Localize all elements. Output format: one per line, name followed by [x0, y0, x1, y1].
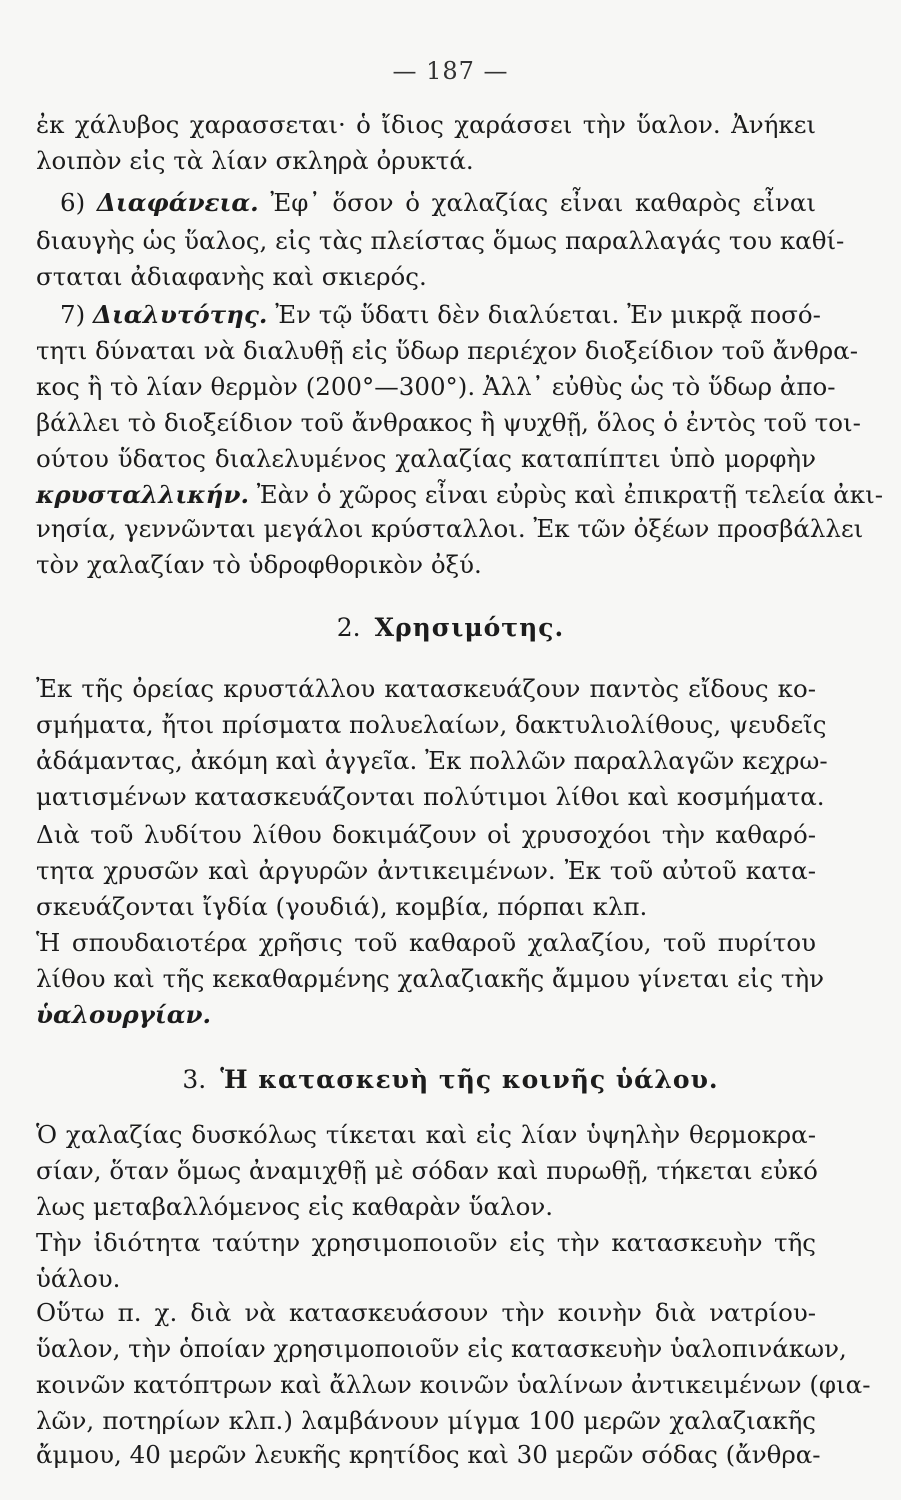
- text-line: ἀδάμαντας, ἀκόμη καὶ ἀγγεῖα. Ἐκ πολλῶν παραλλαγῶν κεχρω-: [36, 746, 828, 775]
- section-heading-glass-making: [0, 1064, 901, 1096]
- text-line: λοιπὸν εἰς τὰ λίαν σκληρὰ ὀρυκτά.: [36, 146, 474, 175]
- property-term: κρυσταλλικήν.: [36, 480, 249, 509]
- text-line: Ὁ χαλαζίας δυσκόλως τίκεται καὶ εἰς λίαν ὑψηλὴν θερμοκρα-: [36, 1120, 816, 1149]
- text-line: ὕαλον, τὴν ὁποίαν χρησιμοποιοῦν εἰς κατασκευὴν ὑαλοπινάκων,: [36, 1334, 847, 1363]
- text-line: Οὕτω π. χ. διὰ νὰ κατασκευάσουν τὴν κοινὴν διὰ νατρίου-: [36, 1298, 816, 1327]
- text-line: κοινῶν κατόπτρων καὶ ἄλλων κοινῶν ὑαλίνων ἀντικειμένων (φια-: [36, 1370, 871, 1399]
- section-title: Ἡ κατασκευὴ τῆς κοινῆς ὑάλου.: [220, 1065, 719, 1094]
- text-line-property-solubility: [36, 300, 821, 330]
- line-text: Ἐν τῷ ὕδατι δὲν διαλύεται. Ἐν μικρᾷ ποσό-: [267, 300, 821, 329]
- text-line: κος ἢ τὸ λίαν θερμὸν (200°—300°). Ἀλλ᾽ εὐθὺς ὡς τὸ ὕδωρ ἀπο-: [36, 372, 836, 401]
- text-line: βάλλει τὸ διοξείδιον τοῦ ἄνθρακος ἢ ψυχθῇ, ὅλος ὁ ἐντὸς τοῦ τοι-: [36, 408, 861, 437]
- text-line: Ἡ σπουδαιοτέρα χρῆσις τοῦ καθαροῦ χαλαζίου, τοῦ πυρίτου: [36, 928, 816, 957]
- text-line: λίθου καὶ τῆς κεκαθαρμένης χαλαζιακῆς ἄμμου γίνεται εἰς τὴν: [36, 964, 825, 993]
- section-title: Χρησιμότης.: [374, 613, 565, 642]
- text-line: ἄμμου, 40 μερῶν λευκῆς κρητίδος καὶ 30 μερῶν σόδας (ἄνθρα-: [36, 1440, 821, 1469]
- property-term: Διαλυτότης.: [92, 300, 268, 329]
- text-line: σίαν, ὅταν ὅμως ἀναμιχθῇ μὲ σόδαν καὶ πυρωθῇ, τήκεται εὐκό: [36, 1156, 818, 1185]
- text-line: ἐκ χάλυβος χαρασσεται· ὁ ἴδιος χαράσσει τὴν ὕαλον. Ἀνήκει: [36, 110, 816, 139]
- text-line: ματισμένων κατασκευάζονται πολύτιμοι λίθοι καὶ κοσμήματα.: [36, 782, 825, 811]
- section-number: 3.: [182, 1065, 207, 1094]
- text-line: τητι δύναται νὰ διαλυθῇ εἰς ὕδωρ περιέχον διοξείδιον τοῦ ἄνθρα-: [36, 336, 859, 365]
- text-line: σταται ἀδιαφανὴς καὶ σκιερός.: [36, 262, 427, 291]
- text-line: Διὰ τοῦ λυδίτου λίθου δοκιμάζουν οἱ χρυσοχόοι τὴν καθαρό-: [36, 820, 816, 849]
- text-line: σμήματα, ἤτοι πρίσματα πολυελαίων, δακτυλιολίθους, ψευδεῖς: [36, 710, 827, 739]
- section-number: 2.: [336, 613, 361, 642]
- text-line: σκευάζονται ἴγδία (γουδιά), κομβία, πόρπαι κλπ.: [36, 892, 648, 921]
- property-term: ὑαλουργίαν.: [36, 1000, 212, 1029]
- property-term: Διαφάνεια.: [96, 188, 259, 217]
- text-line: τὸν χαλαζίαν τὸ ὑδροφθορικὸν ὀξύ.: [36, 550, 482, 579]
- line-text: Ἐφ᾽ ὅσον ὁ χαλαζίας εἶναι καθαρὸς εἶναι: [258, 188, 816, 217]
- line-text: Ἐὰν ὁ χῶρος εἶναι εὐρὺς καὶ ἐπικρατῇ τελεία ἀκι-: [248, 480, 883, 509]
- text-line: τητα χρυσῶν καὶ ἀργυρῶν ἀντικειμένων. Ἐκ τοῦ αὐτοῦ κατα-: [36, 856, 816, 885]
- text-line: λῶν, ποτηρίων κλπ.) λαμβάνουν μίγμα 100 μερῶν χαλαζιακῆς: [36, 1406, 816, 1435]
- text-line: ούτου ὕδατος διαλελυμένος χαλαζίας καταπίπτει ὑπὸ μορφὴν: [36, 444, 816, 473]
- text-line: Ἐκ τῆς ὀρείας κρυστάλλου κατασκευάζουν παντὸς εἴδους κο-: [36, 674, 816, 703]
- text-line-crystalline: [36, 480, 883, 510]
- text-line-glassmaking: [36, 1000, 816, 1030]
- text-line: νησία, γεννῶνται μεγάλοι κρύσταλλοι. Ἐκ τῶν ὀξέων προσβάλλει: [36, 514, 864, 543]
- item-number: 6): [60, 188, 97, 217]
- text-line-property-transparency: [36, 188, 816, 218]
- page-number: — 187 —: [392, 57, 509, 85]
- text-line: λως μεταβαλλόμενος εἰς καθαρὰν ὕαλον.: [36, 1192, 554, 1221]
- text-line: Τὴν ἰδιότητα ταύτην χρησιμοποιοῦν εἰς τὴν κατασκευὴν τῆς: [36, 1228, 816, 1257]
- item-number: 7): [60, 300, 93, 329]
- text-line: ὑάλου.: [36, 1264, 121, 1293]
- text-line: διαυγὴς ὡς ὕαλος, εἰς τὰς πλείστας ὅμως παραλλαγάς του καθί-: [36, 226, 845, 255]
- section-heading-usefulness: [0, 612, 901, 644]
